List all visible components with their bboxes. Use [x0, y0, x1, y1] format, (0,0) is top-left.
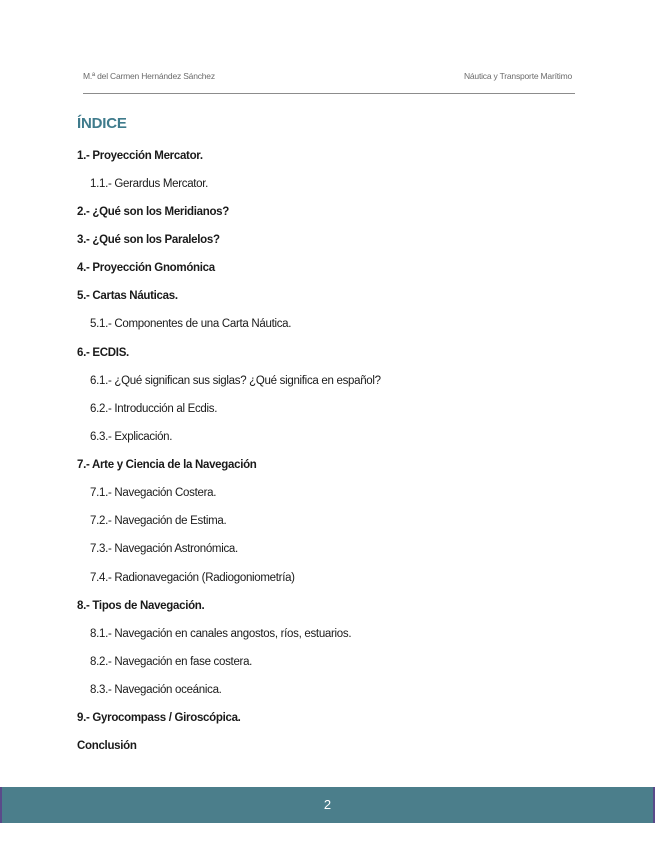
- toc-entry-8[interactable]: 8.- Tipos de Navegación.: [77, 600, 205, 612]
- toc-entry-7[interactable]: 7.- Arte y Ciencia de la Navegación: [77, 459, 257, 471]
- toc-entry-6[interactable]: 6.- ECDIS.: [77, 347, 129, 359]
- toc-entry-7-4[interactable]: 7.4.- Radionavegación (Radiogoniometría): [90, 572, 295, 584]
- toc-entry-conclusion[interactable]: Conclusión: [77, 740, 137, 752]
- toc-title: ÍNDICE: [77, 115, 127, 132]
- toc-entry-5-1[interactable]: 5.1.- Componentes de una Carta Náutica.: [90, 318, 292, 330]
- toc-entry-9[interactable]: 9.- Gyrocompass / Giroscópica.: [77, 712, 241, 724]
- header-author: M.ª del Carmen Hernández Sánchez: [83, 71, 215, 81]
- toc-entry-7-3[interactable]: 7.3.- Navegación Astronómica.: [90, 543, 238, 555]
- toc-entry-3[interactable]: 3.- ¿Qué son los Paralelos?: [77, 234, 220, 246]
- toc-entry-6-1[interactable]: 6.1.- ¿Qué significan sus siglas? ¿Qué significa en español?: [90, 375, 381, 387]
- toc-entry-1[interactable]: 1.- Proyección Mercator.: [77, 150, 203, 162]
- header-subject: Náutica y Transporte Marítimo: [463, 71, 572, 81]
- toc-entry-6-2[interactable]: 6.2.- Introducción al Ecdis.: [90, 403, 218, 415]
- toc-entry-7-2[interactable]: 7.2.- Navegación de Estima.: [90, 515, 227, 527]
- toc-entry-1-1[interactable]: 1.1.- Gerardus Mercator.: [90, 178, 209, 190]
- toc-entry-8-2[interactable]: 8.2.- Navegación en fase costera.: [90, 656, 253, 668]
- toc-entry-8-3[interactable]: 8.3.- Navegación oceánica.: [90, 684, 222, 696]
- page-footer: [0, 787, 655, 823]
- page-number: 2: [323, 797, 332, 812]
- toc-entry-6-3[interactable]: 6.3.- Explicación.: [90, 431, 173, 443]
- toc-entry-4[interactable]: 4.- Proyección Gnomónica: [77, 262, 215, 274]
- toc-entry-7-1[interactable]: 7.1.- Navegación Costera.: [90, 487, 217, 499]
- toc-entry-5[interactable]: 5.- Cartas Náuticas.: [77, 290, 178, 302]
- toc-entry-2[interactable]: 2.- ¿Qué son los Meridianos?: [77, 206, 229, 218]
- page-header: [83, 71, 575, 94]
- toc-entry-8-1[interactable]: 8.1.- Navegación en canales angostos, ríos, estuarios.: [90, 628, 352, 640]
